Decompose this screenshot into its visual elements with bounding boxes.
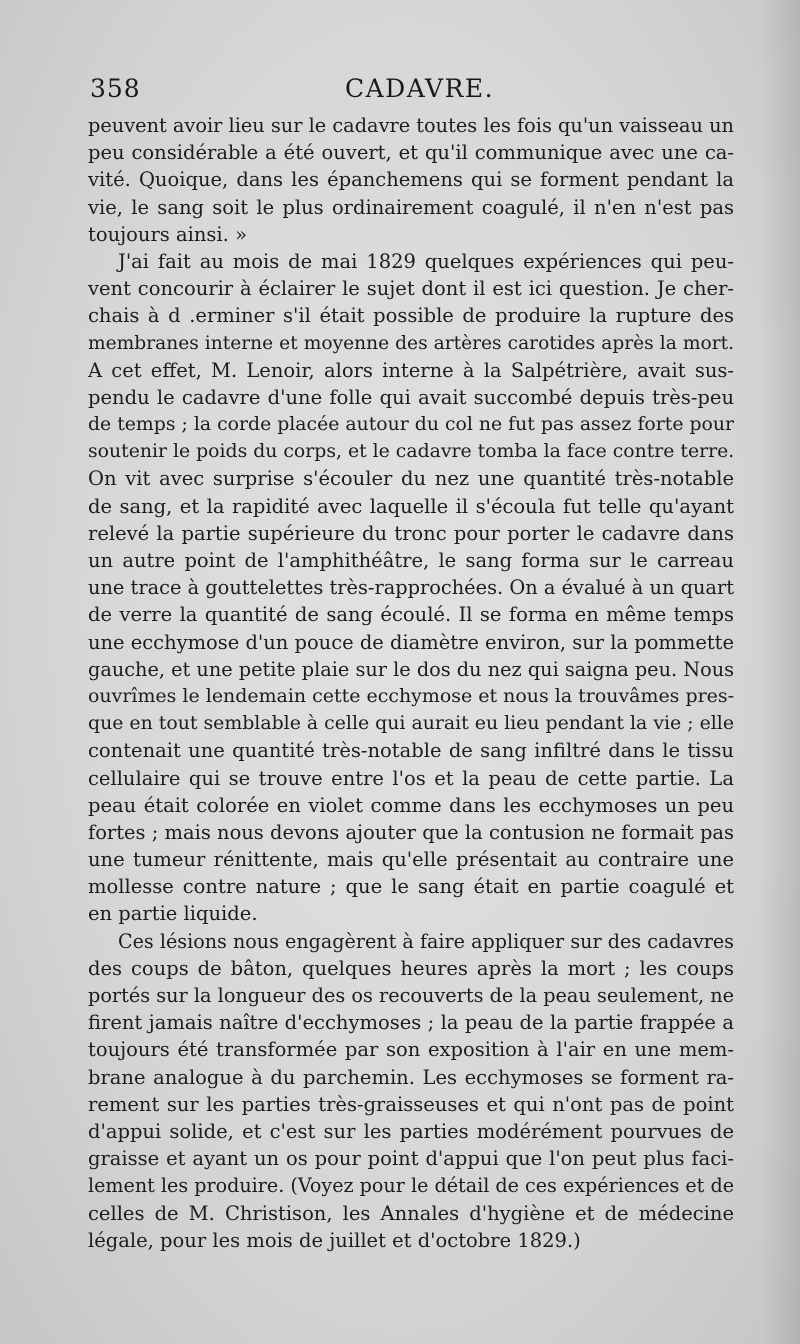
text-line: peau était colorée en violet comme dans les ecchymoses un peu xyxy=(88,793,734,817)
text-line: en partie liquide. xyxy=(88,902,258,926)
body-text xyxy=(88,112,734,1254)
paragraph-1 xyxy=(88,112,734,248)
text-line: vent concourir à éclairer le sujet dont il est ici question. Je cher- xyxy=(88,277,734,301)
text-line: contenait une quantité très-notable de sang infiltré dans le tissu xyxy=(88,739,734,763)
text-line: ouvrîmes le lendemain cette ecchymose et nous la trouvâmes pres- xyxy=(88,684,734,707)
text-line: mollesse contre nature ; que le sang était en partie coagulé et xyxy=(88,875,734,899)
text-line: de verre la quantité de sang écoulé. Il se forma en même temps xyxy=(88,603,734,627)
text-line: vité. Quoique, dans les épanchemens qui se forment pendant la xyxy=(88,168,734,192)
paragraph-2 xyxy=(88,248,734,928)
text-line: On vit avec surprise s'écouler du nez une quantité très-notable xyxy=(88,467,734,491)
text-line: firent jamais naître d'ecchymoses ; la peau de la partie frappée a xyxy=(88,1011,734,1035)
text-line: cellulaire qui se trouve entre l'os et la peau de cette partie. La xyxy=(88,766,734,790)
text-line: une tumeur rénittente, mais qu'elle présentait au contraire une xyxy=(88,848,734,872)
paragraph-3 xyxy=(88,928,734,1254)
text-line: celles de M. Christison, les Annales d'hygiène et de médecine xyxy=(88,1201,734,1225)
text-line: chais à d .erminer s'il était possible de produire la rupture des xyxy=(88,304,734,328)
text-line: lement les produire. (Voyez pour le détail de ces expériences et de xyxy=(88,1174,734,1198)
text-line: J'ai fait au mois de mai 1829 quelques expériences qui peu- xyxy=(118,249,734,273)
page-edge-shadow xyxy=(760,0,800,1344)
page-number: 358 xyxy=(90,74,141,103)
text-line: vie, le sang soit le plus ordinairement coagulé, il n'en n'est pas xyxy=(88,195,734,219)
text-line: de temps ; la corde placée autour du col ne fut pas assez forte pour xyxy=(88,414,734,436)
page-header xyxy=(90,74,730,110)
text-line: rement sur les parties très-graisseuses et qui n'ont pas de point xyxy=(88,1092,734,1116)
text-line: fortes ; mais nous devons ajouter que la contusion ne formait pas xyxy=(88,820,734,844)
text-line: pendu le cadavre d'une folle qui avait succombé depuis très-peu xyxy=(88,385,734,409)
text-line: toujours ainsi. » xyxy=(88,222,247,246)
text-line: Ces lésions nous engagèrent à faire appliquer sur des cadavres xyxy=(118,929,734,953)
text-line: A cet effet, M. Lenoir, alors interne à la Salpétrière, avait sus- xyxy=(88,358,734,382)
text-line: des coups de bâton, quelques heures après la mort ; les coups xyxy=(88,956,734,980)
text-line: portés sur la longueur des os recouverts de la peau seulement, ne xyxy=(88,984,734,1007)
text-line: peuvent avoir lieu sur le cadavre toutes les fois qu'un vaisseau un xyxy=(88,114,734,137)
text-line: que en tout semblable à celle qui aurait eu lieu pendant la vie ; elle xyxy=(88,712,734,735)
text-line: une ecchymose d'un pouce de diamètre environ, sur la pommette xyxy=(88,630,734,654)
text-line: relevé la partie supérieure du tronc pour porter le cadavre dans xyxy=(88,521,734,545)
text-line: soutenir le poids du corps, et le cadavre tomba la face contre terre. xyxy=(88,441,735,463)
text-line: peu considérable a été ouvert, et qu'il communique avec une ca- xyxy=(88,141,734,165)
text-line: légale, pour les mois de juillet et d'octobre 1829.) xyxy=(88,1228,581,1252)
text-line: graisse et ayant un os pour point d'appui que l'on peut plus faci- xyxy=(88,1147,734,1171)
text-line: de sang, et la rapidité avec laquelle il s'écoula fut telle qu'ayant xyxy=(88,494,734,518)
text-line: d'appui solide, et c'est sur les parties modérément pourvues de xyxy=(88,1119,734,1143)
running-title: CADAVRE. xyxy=(345,74,495,103)
text-line: membranes interne et moyenne des artères carotides après la mort. xyxy=(88,332,734,354)
text-line: brane analogue à du parchemin. Les ecchymoses se forment ra- xyxy=(88,1065,734,1089)
text-line: une trace à gouttelettes très-rapprochées. On a évalué à un quart xyxy=(88,576,734,600)
text-line: un autre point de l'amphithéâtre, le sang forma sur le carreau xyxy=(88,549,734,572)
text-line: toujours été transformée par son exposition à l'air en une mem- xyxy=(88,1038,734,1062)
text-line: gauche, et une petite plaie sur le dos du nez qui saigna peu. Nous xyxy=(88,657,735,681)
